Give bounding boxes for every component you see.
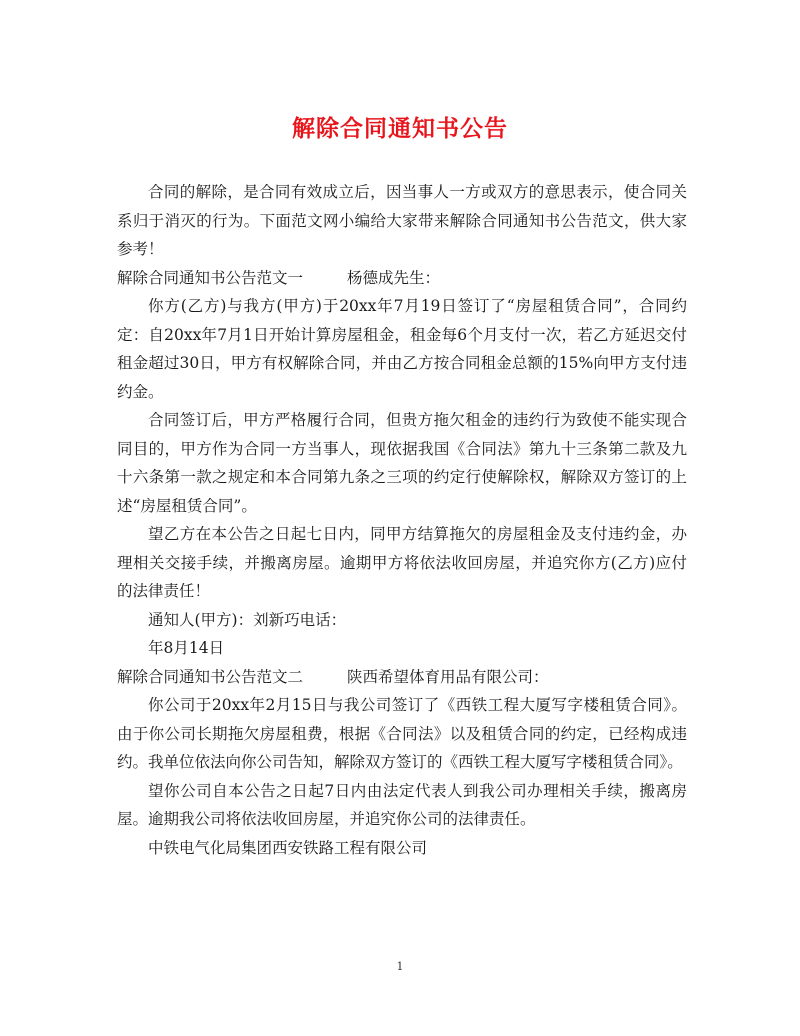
section1-notifier: 通知人(甲方)：刘新巧电话：	[148, 610, 347, 629]
section1-heading: 解除合同通知书公告范文一	[117, 268, 304, 287]
section1-heading-line	[117, 264, 687, 293]
section2-paragraph-2: 望你公司自本公告之日起7日内由法定代表人到我公司办理相关手续，搬离房屋。逾期我公司将依法收回房屋，并追究你公司的法律责任。	[117, 781, 687, 828]
page-number: 1	[396, 960, 404, 973]
section1-paragraph-2: 合同签订后，甲方严格履行合同，但贵方拖欠租金的违约行为致使不能实现合同目的，甲方作为合同一方当事人，现依据我国《合同法》第九十三条第二款及九十六条第一款之规定和本合同第九条之三项的约定行使解除权，解除双方签订的上述“房屋租赁合同”。	[117, 411, 687, 515]
section2-heading-line	[117, 663, 687, 692]
section2-signature: 中铁电气化局集团西安铁路工程有限公司	[148, 838, 428, 857]
intro-paragraph: 合同的解除，是合同有效成立后，因当事人一方或双方的意思表示，使合同关系归于消灭的行为。下面范文网小编给大家带来解除合同通知书公告范文，供大家参考！	[117, 183, 687, 258]
section1-addressee: 杨德成先生：	[347, 268, 441, 287]
section1-paragraph-3: 望乙方在本公告之日起七日内，同甲方结算拖欠的房屋租金及支付违约金，办理相关交接手续，并搬离房屋。逾期甲方将依法收回房屋，并追究你方(乙方)应付的法律责任！	[117, 525, 687, 600]
section2-paragraph-1: 你公司于20xx年2月15日与我公司签订了《西铁工程大厦写字楼租赁合同》。由于你公司长期拖欠房屋租费，根据《合同法》以及租赁合同的约定，已经构成违约。我单位依法向你公司告知，解除双方签订的《西铁工程大厦写字楼租赁合同》。	[117, 696, 687, 771]
section1-paragraph-1: 你方(乙方)与我方(甲方)于20xx年7月19日签订了“房屋租赁合同”，合同约定：自20xx年7月1日开始计算房屋租金，租金每6个月支付一次，若乙方延迟交付租金超过30日，甲方有权解除合同，并由乙方按合同租金总额的15%向甲方支付违约金。	[117, 297, 687, 401]
section2-addressee: 陕西希望体育用品有限公司：	[347, 667, 549, 686]
document-body	[117, 178, 687, 862]
section2-heading: 解除合同通知书公告范文二	[117, 667, 304, 686]
document-title: 解除合同通知书公告	[292, 116, 508, 142]
section1-date: 年8月14日	[148, 639, 225, 657]
